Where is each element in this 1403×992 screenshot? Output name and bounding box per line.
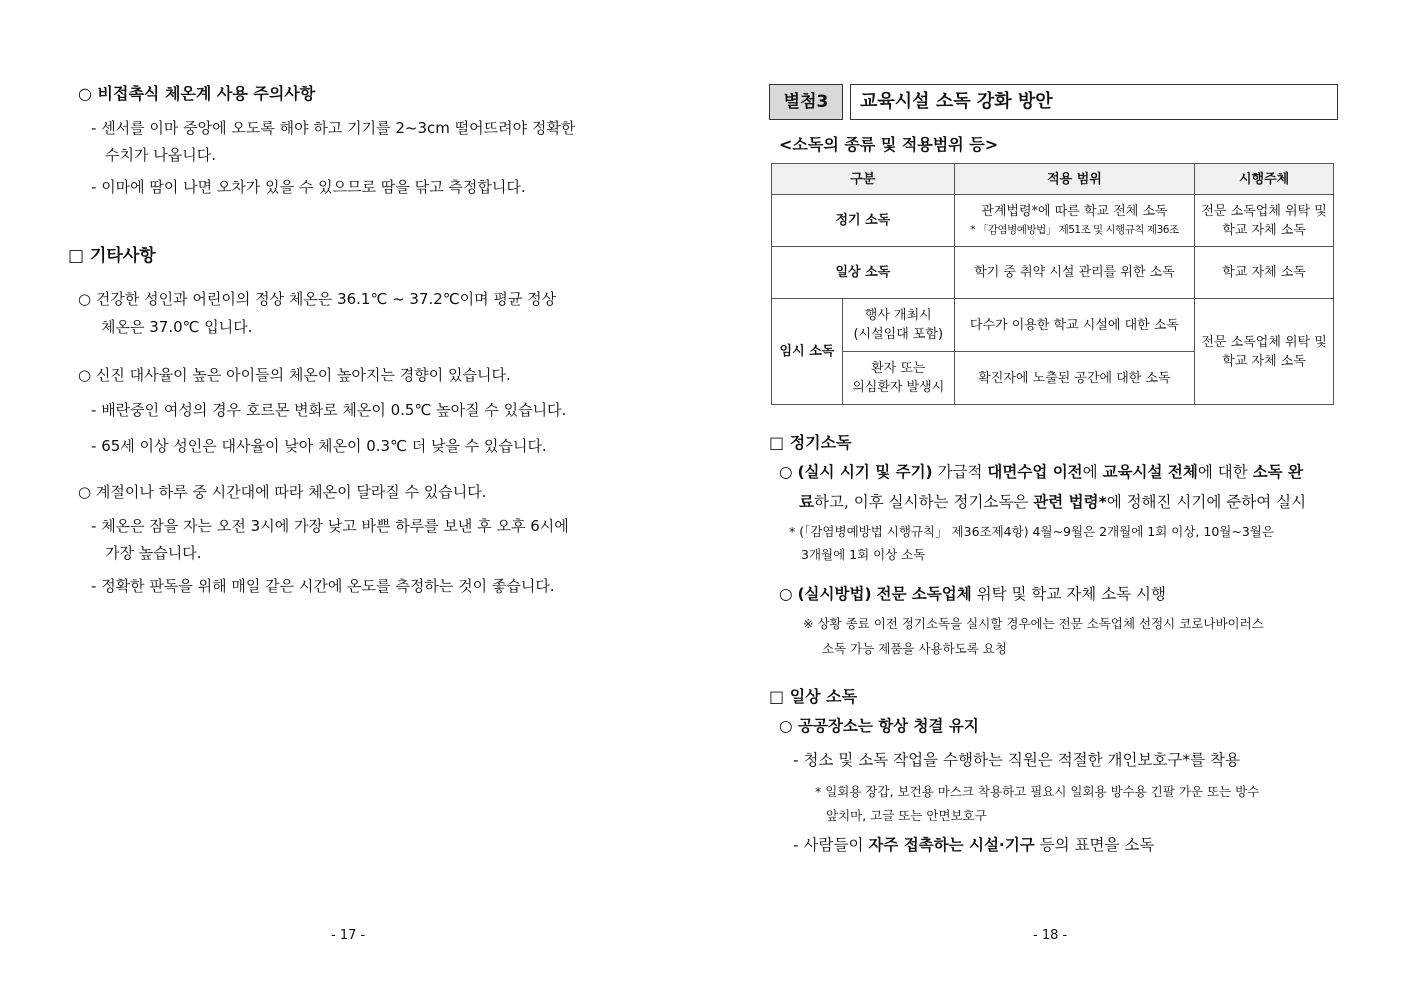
list-item: - 체온은 잠을 자는 오전 3시에 가장 낮고 바쁜 하루를 보낸 후 오후 6시에 [91, 517, 569, 535]
page-title: 교육시설 소독 강화 방안 [850, 84, 1338, 120]
square-bullet-icon: □ [68, 246, 85, 266]
table-cell: 학기 중 취약 시설 관리를 위한 소독 [954, 247, 1195, 299]
subtitle: <소독의 종류 및 적용범위 등> [779, 135, 999, 154]
footnote-continuation: 3개월에 1회 이상 소독 [801, 547, 926, 562]
paragraph: ○ 계절이나 하루 중 시간대에 따라 체온이 달라질 수 있습니다. [78, 483, 487, 501]
paragraph: ○ (실시 시기 및 주기) 가급적 대면수업 이전에 교육시설 전체에 대한 소독 완 [779, 463, 1303, 481]
table-cell: 다수가 이용한 학교 시설에 대한 소독 [954, 299, 1195, 352]
paragraph: ○ 신진 대사율이 높은 아이들의 체온이 높아지는 경향이 있습니다. [78, 366, 511, 384]
table-cell: 전문 소독업체 위탁 및 학교 자체 소독 [1195, 195, 1334, 247]
table-cell: 확진자에 노출된 공간에 대한 소독 [954, 352, 1195, 405]
page-number: - 18 - [1033, 928, 1068, 943]
page-number: - 17 - [331, 928, 366, 943]
footnote: * 일회용 장갑, 보건용 마스크 착용하고 필요시 일회용 방수용 긴팔 가운 또는 방수 [815, 784, 1260, 799]
circle-bullet-icon: ○ [78, 84, 92, 103]
square-bullet-icon: □ [769, 433, 785, 452]
table-cell: 전문 소독업체 위탁 및 학교 자체 소독 [1195, 299, 1334, 405]
circle-bullet-icon: ○ [779, 717, 793, 735]
footnote-continuation: 소독 가능 제품을 사용하도록 요청 [822, 641, 1007, 656]
list-item: - 센서를 이마 중앙에 오도록 해야 하고 기기를 2~3cm 떨어뜨려야 정확한 [91, 119, 576, 137]
disinfection-table [771, 163, 1334, 405]
paragraph: ○ 공공장소는 항상 청결 유지 [779, 717, 979, 735]
footnote: * (「감염병예방법 시행규칙」 제36조제4항) 4월~9월은 2개월에 1회 이상, 10월~3월은 [789, 524, 1274, 539]
list-item-continuation: 수치가 나옵니다. [105, 146, 216, 164]
section-title: □ 일상 소독 [769, 687, 858, 706]
paragraph-continuation: 료하고, 이후 실시하는 정기소독은 관련 법령*에 정해진 시기에 준하여 실시 [799, 493, 1307, 511]
paragraph: ○ 건강한 성인과 어린이의 정상 체온은 36.1℃ ~ 37.2℃이며 평균 정상 [78, 290, 557, 308]
circle-bullet-icon: ○ [779, 585, 793, 603]
circle-bullet-icon: ○ [78, 366, 92, 384]
table-header: 구분 [772, 164, 955, 195]
table-header: 적용 범위 [954, 164, 1195, 195]
list-item: - 65세 이상 성인은 대사율이 낮아 체온이 0.3℃ 더 낮을 수 있습니다. [91, 437, 547, 455]
list-item: - 이마에 땀이 나면 오차가 있을 수 있으므로 땀을 닦고 측정합니다. [91, 178, 526, 196]
circle-bullet-icon: ○ [78, 290, 92, 308]
square-bullet-icon: □ [769, 687, 785, 706]
table-cell: 행사 개최시 (시설임대 포함) [842, 299, 954, 352]
circle-bullet-icon: ○ [779, 463, 793, 481]
section-title: □ 기타사항 [68, 246, 156, 266]
paragraph-continuation: 체온은 37.0℃ 입니다. [101, 318, 253, 336]
list-item-continuation: 가장 높습니다. [105, 544, 202, 562]
table-header: 시행주체 [1195, 164, 1334, 195]
table-cell: 환자 또는 의심환자 발생시 [842, 352, 954, 405]
row-label-regular: 정기 소독 [772, 195, 955, 247]
list-item: - 청소 및 소독 작업을 수행하는 직원은 적절한 개인보호구*를 착용 [793, 751, 1240, 769]
attachment-badge: 별첨3 [769, 84, 843, 120]
footnote: ※ 상황 종료 이전 정기소독을 실시할 경우에는 전문 소독업체 선정시 코로나바이러스 [803, 616, 1264, 631]
row-label-daily: 일상 소독 [772, 247, 955, 299]
section-title: □ 정기소독 [769, 433, 852, 452]
list-item: - 정확한 판독을 위해 매일 같은 시간에 온도를 측정하는 것이 좋습니다. [91, 577, 555, 595]
list-item: - 배란중인 여성의 경우 호르몬 변화로 체온이 0.5℃ 높아질 수 있습니다. [91, 401, 567, 419]
row-label-temporary: 임시 소독 [772, 299, 843, 405]
thermometer-heading: ○ 비접촉식 체온계 사용 주의사항 [78, 84, 316, 103]
paragraph: ○ (실시방법) 전문 소독업체 위탁 및 학교 자체 소독 시행 [779, 585, 1166, 603]
circle-bullet-icon: ○ [78, 483, 92, 501]
table-cell: 학교 자체 소독 [1195, 247, 1334, 299]
footnote-continuation: 앞치마, 고글 또는 안면보호구 [826, 808, 987, 823]
list-item: - 사람들이 자주 접촉하는 시설·기구 등의 표면을 소독 [793, 836, 1155, 854]
table-cell: 관계법령*에 따른 학교 전체 소독 * 「감염병예방법」 제51조 및 시행규칙 제36조 [954, 195, 1195, 247]
